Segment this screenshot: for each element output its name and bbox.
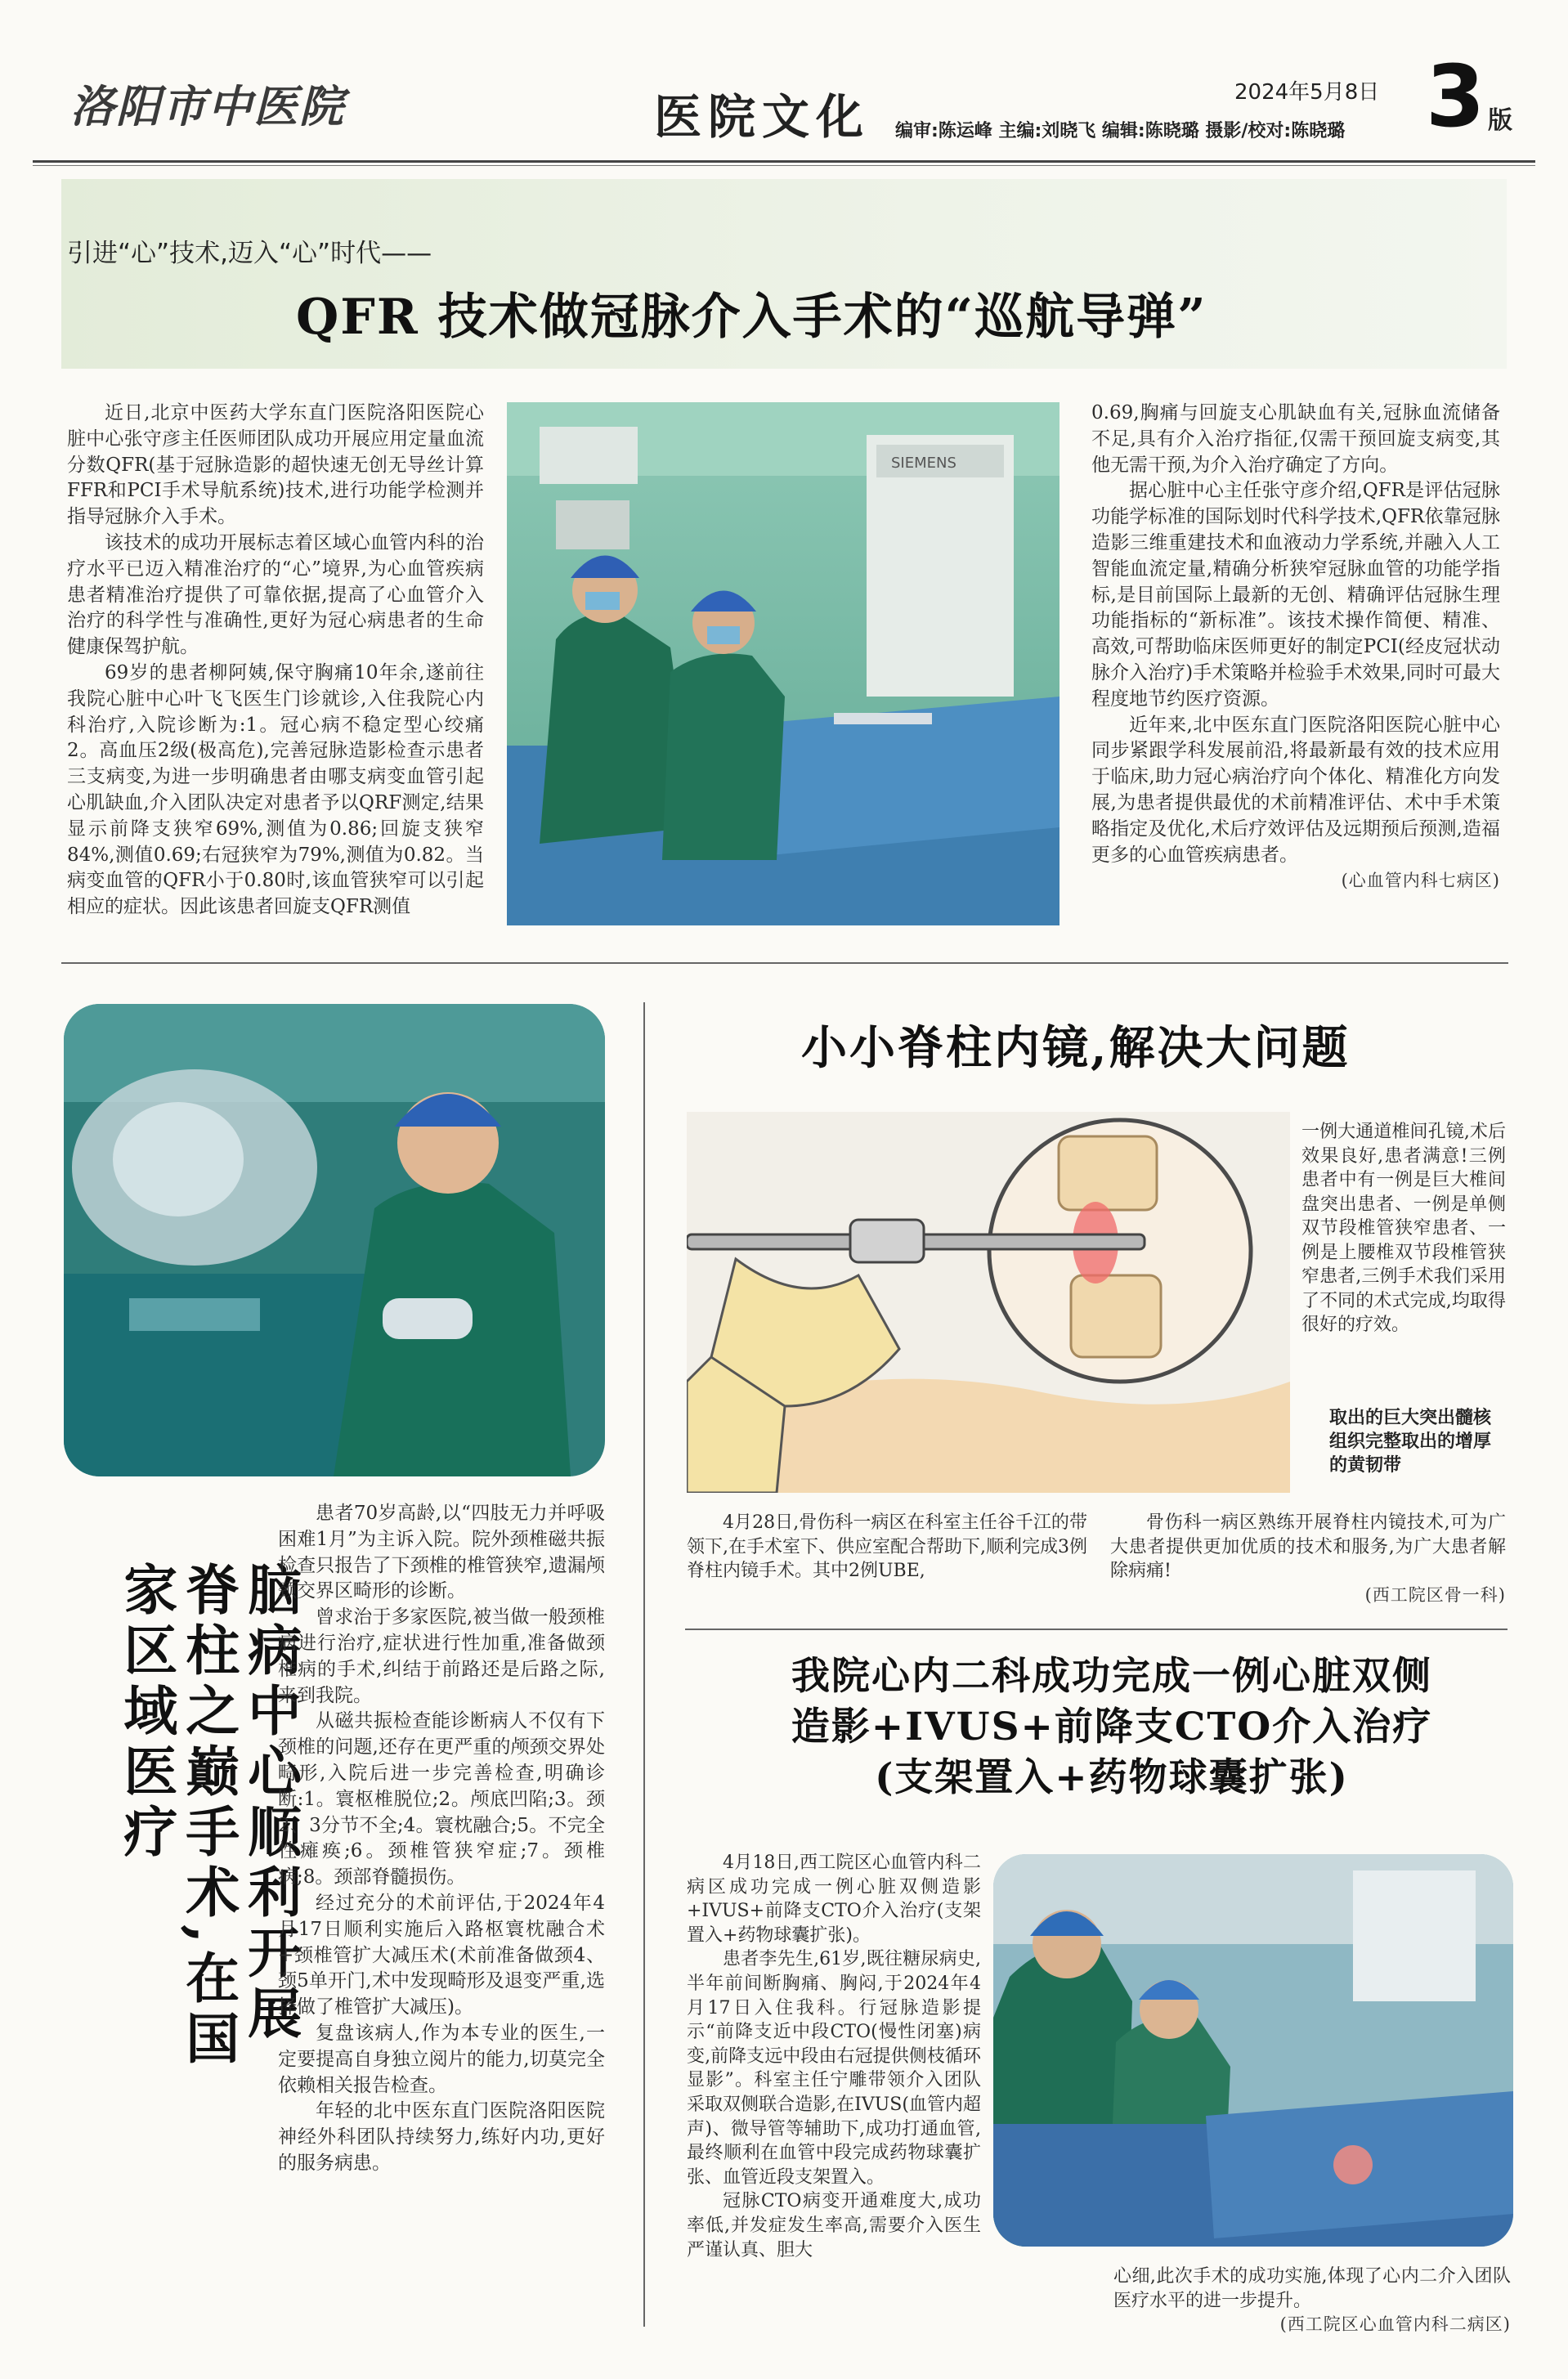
cath-lab-photo: [507, 402, 1060, 925]
article4-para: 冠脉CTO病变开通难度大,成功率低,并发症发生率高,需要介入医生严谨认真、胆大: [687, 2191, 981, 2260]
article3-right-column: [1110, 1511, 1506, 1607]
column-divider: [643, 1002, 645, 2327]
article3-side-column: [1301, 1120, 1506, 1337]
article4-headline: [703, 1651, 1521, 1803]
article2-column: [278, 1501, 605, 2177]
article2-para: 年轻的北中医东直门医院洛阳医院神经外科团队持续努力,练好内功,更好的服务病患。: [278, 2100, 605, 2174]
section-divider: [685, 1629, 1508, 1630]
article4-para: 4月18日,西工院区心血管内科二病区成功完成一例心脏双侧造影+IVUS+前降支CTO介入治疗(支架置入+药物球囊扩张)。: [687, 1853, 981, 1946]
article3-left-column: [687, 1511, 1087, 1584]
article1-para: 该技术的成功开展标志着区域心血管内科的治疗水平已迈入精准治疗的“心”境界,为心血管疾病患者精准治疗提供了可靠依据,提高了心血管介入治疗的科学性与准确性,更好为冠心病患者的生命健康保驾护航。: [67, 531, 484, 658]
article2-headline-line: 脊柱之巅手术,在国家区域医疗: [114, 1561, 240, 2071]
article1-left-column: [67, 401, 484, 921]
article2-para: 经过充分的术前评估,于2024年4月17日顺利实施后入路枢寰枕融合术+颈椎管扩大减压术(术前准备做颈4、颈5单开门,术中发现畸形及退变严重,选择做了椎管扩大减压)。: [278, 1892, 605, 2018]
article1-kicker: 引进“心”技术,迈入“心”时代——: [67, 239, 432, 268]
section-divider: [61, 962, 1508, 964]
masthead-rule-thin: [33, 165, 1535, 166]
page-number: 3: [1426, 47, 1485, 146]
article3-byline: (西工院区骨一科): [1364, 1584, 1506, 1605]
article1-para: 据心脏中心主任张守彦介绍,QFR是评估冠脉功能学标准的国际划时代科学技术,QFR依靠冠脉造影三维重建技术和血液动力学系统,并融入人工智能血流定量,精确分析狭窄冠脉血管的功能学指标,是目前国际上最新的无创、精确评估冠脉生理功能指标的“新标准”。该技术操作简便、精准、高效,可帮助临床医师更好的制定PCI(经皮冠状动脉介入治疗)手术策略并检验手术效果,同时可最大程度地节约医疗资源。: [1091, 480, 1500, 710]
article2-para: 曾求治于多家医院,被当做一般颈椎病进行治疗,症状进行性加重,准备做颈椎病的手术,纠结于前路还是后路之际,来到我院。: [278, 1606, 605, 1706]
article3-photo-caption: 取出的巨大突出髓核组织完整取出的增厚的黄韧带: [1329, 1408, 1492, 1476]
article1-para: 近年来,北中医东直门医院洛阳医院心脏中心同步紧跟学科发展前沿,将最新最有效的技术应用于临床,助力冠心病治疗向个体化、精准化方向发展,为患者提供最优的术前精准评估、术中手术策略指定及优化,术后疗效评估及远期预后预测,造福更多的心血管疾病患者。: [1091, 714, 1500, 866]
article4-headline-line: 造影+IVUS+前降支CTO介入治疗: [791, 1705, 1433, 1750]
article2-headline-line: 脑病中心顺利开展: [238, 1561, 302, 2045]
section-title: 医院文化: [654, 89, 871, 145]
article1-right-column: [1091, 401, 1500, 894]
article3-para: 骨伤科一病区熟练开展脊柱内镜技术,可为广大患者提供更加优质的技术和服务,为广大患者解除病痛!: [1110, 1512, 1506, 1581]
article2-headline: [114, 1561, 301, 2101]
newspaper-logo: 洛阳市中医院: [70, 80, 345, 132]
article4-headline-line: 我院心内二科成功完成一例心脏双侧: [791, 1654, 1432, 1699]
article3-headline: 小小脊柱内镜,解决大问题: [801, 1021, 1351, 1075]
issue-date: 2024年5月8日: [1234, 80, 1380, 105]
article4-para: 心细,此次手术的成功实施,体现了心内二介入团队医疗水平的进一步提升。: [1113, 2266, 1511, 2311]
article1-para: 0.69,胸痛与回旋支心肌缺血有关,冠脉血流储备不足,具有介入治疗指征,仅需干预回旋支病变,其他无需干预,为介入治疗确定了方向。: [1091, 402, 1500, 476]
article1-byline: (心血管内科七病区): [1341, 871, 1500, 891]
article3-para: 4月28日,骨伤科一病区在科室主任谷千江的带领下,在手术室下、供应室配合帮助下,顺利完成3例脊柱内镜手术。其中2例UBE,: [687, 1512, 1087, 1581]
masthead-rule: [33, 160, 1535, 163]
siemens-label: SIEMENS: [891, 455, 956, 472]
article3-side-text: 一例大通道椎间孔镜,术后效果良好,患者满意!三例患者中有一例是巨大椎间盘突出患者、一例是单侧双节段椎管狭窄患者、一例是上腰椎双节段椎管狭窄患者,三例手术我们采用了不同的术式完成,均取得很好的疗效。: [1301, 1122, 1506, 1335]
article1-headline: QFR 技术做冠脉介入手术的“巡航导弹”: [296, 289, 1207, 346]
article4-para: 患者李先生,61岁,既往糖尿病史,半年前间断胸痛、胸闷,于2024年4月17日入住我科。行冠脉造影提示“前降支近中段CTO(慢性闭塞)病变,前降支远中段由右冠提供侧枝循环显影”。科室主任宁雕带领介入团队采取双侧联合造影,在IVUS(血管内超声)、微导管等辅助下,成功打通血管,最终顺利在血管中段完成药物球囊扩张、血管近段支架置入。: [687, 1949, 981, 2188]
article2-para: 复盘该病人,作为本专业的医生,一定要提高自身独立阅片的能力,切莫完全依赖相关报告检查。: [278, 2022, 605, 2096]
article4-byline: (西工院区心血管内科二病区): [1279, 2314, 1511, 2334]
article4-headline-line: (支架置入+药物球囊扩张): [875, 1755, 1349, 1800]
article1-para: 近日,北京中医药大学东直门医院洛阳医院心脏中心张守彦主任医师团队成功开展应用定量血流分数QFR(基于冠脉造影的超快速无创无导丝计算FFR和PCI手术导航系统)技术,进行功能学检测并指导冠脉介入手术。: [67, 402, 484, 528]
article4-right-column: [1113, 2265, 1511, 2337]
article1-para: 69岁的患者柳阿姨,保守胸痛10年余,遂前往我院心脏中心叶飞飞医生门诊就诊,入住我院心内科治疗,入院诊断为:1。冠心病不稳定型心绞痛 2。高血压2级(极高危),完善冠脉造影检查示患者三支病变,为进一步明确患者由哪支病变血管引起心肌缺血,介入团队决定对患者予以QRF测定,结果显示前降支狭窄69%,测值为0.86;回旋支狭窄84%,测值0.69;右冠狭窄为79%,测值为0.82。当病变血管的QFR小于0.80时,该血管狭窄可以引起相应的症状。因此该患者回旋支QFR测值: [67, 661, 484, 918]
cardiology-photo: [993, 1854, 1513, 2247]
editorial-credits: 编审:陈运峰 主编:刘晓飞 编辑:陈晓璐 摄影/校对:陈晓璐: [895, 121, 1346, 141]
page-unit: 版: [1488, 106, 1512, 135]
spinal-endoscope-diagram: [687, 1112, 1290, 1493]
article2-para: 患者70岁高龄,以“四肢无力并呼吸困难1月”为主诉入院。院外颈椎磁共振检查只报告了下颈椎的椎管狭窄,遗漏颅颈交界区畸形的诊断。: [278, 1503, 605, 1602]
neurosurgery-photo: [64, 1004, 605, 1476]
article4-column: [687, 1851, 981, 2262]
article2-para: 从磁共振检查能诊断病人不仅有下颈椎的问题,还存在更严重的颅颈交界处畸形,入院后进一步完善检查,明确诊断:1。寰枢椎脱位;2。颅底凹陷;3。颈2、3分节不全;4。寰枕融合;5。不完全性瘫痪;6。颈椎管狭窄症;7。颈椎病;8。颈部脊髓损伤。: [278, 1710, 605, 1888]
